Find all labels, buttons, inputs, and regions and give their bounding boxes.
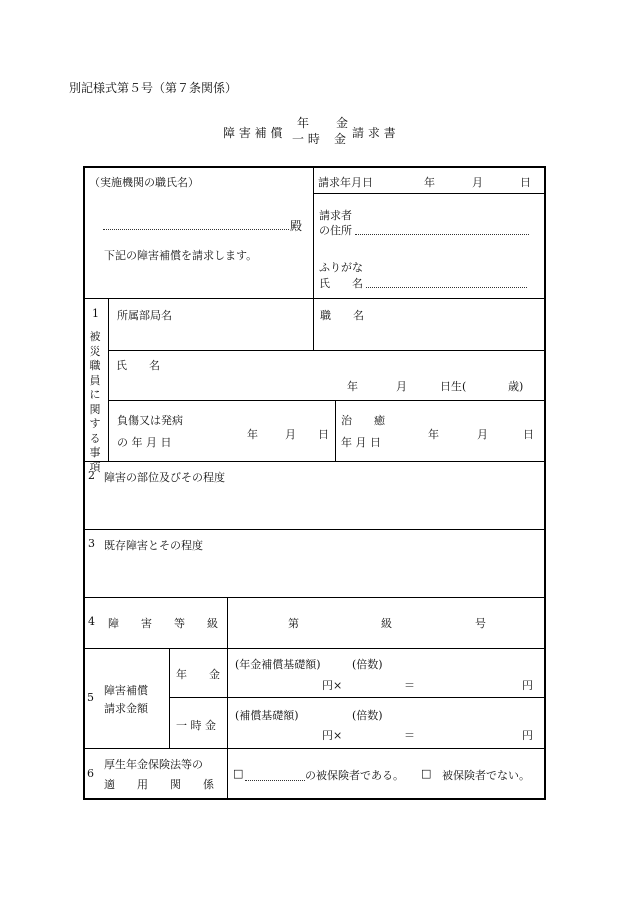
- birth-age: 歳): [508, 380, 524, 393]
- pension-label: 年 金: [176, 668, 220, 681]
- form-number: 別記様式第５号（第７条関係）: [69, 81, 238, 95]
- employee-name-label: 氏 名: [116, 359, 160, 372]
- request-month: 月: [472, 176, 483, 189]
- divider: [227, 597, 228, 800]
- title-right: 請 求 書: [352, 126, 396, 140]
- birth-month: 月: [396, 380, 407, 393]
- birth-year: 年: [347, 380, 358, 393]
- lump-yen: 円: [522, 729, 533, 742]
- position-label: 職 名: [320, 309, 364, 322]
- claimant-address-label-1: 請求者: [319, 209, 352, 222]
- section6-number: 6: [87, 767, 94, 780]
- divider: [83, 529, 546, 530]
- request-date-label: 請求年月日: [318, 176, 373, 189]
- claimant-name-label: 氏 名: [319, 277, 363, 290]
- divider: [169, 648, 170, 748]
- injury-date-label-1: 負傷又は発病: [117, 414, 183, 427]
- claimant-name-field[interactable]: [366, 287, 527, 288]
- divider: [335, 400, 336, 461]
- divider: [108, 350, 546, 351]
- injury-month: 月: [285, 428, 296, 441]
- divider: [313, 166, 314, 350]
- recovery-month: 月: [477, 428, 488, 441]
- insured-text: の被保険者である。: [305, 769, 404, 782]
- request-year: 年: [424, 176, 435, 189]
- section6-label-2: 適 用 関 係: [104, 778, 214, 791]
- claimant-address-label-2: の住所: [319, 224, 352, 237]
- section3-number: 3: [88, 537, 95, 550]
- grade-kyu: 級: [381, 617, 392, 630]
- pension-multiplier-label: (倍数): [352, 658, 383, 671]
- injury-year: 年: [247, 428, 258, 441]
- lump-yen-times: 円×: [322, 729, 343, 742]
- pension-yen: 円: [522, 679, 533, 692]
- divider: [169, 697, 546, 698]
- form-title: [0, 112, 630, 146]
- section5-label-2: 請求金額: [104, 702, 148, 715]
- institution-label: （実施機関の職氏名）: [89, 176, 199, 189]
- not-insured-text: 被保険者でない。: [442, 769, 530, 782]
- pension-yen-times: 円×: [322, 679, 343, 692]
- section1-vertical-label: 被 災 職 員 に 関 す る 事 項: [89, 330, 101, 474]
- section4-number: 4: [88, 615, 95, 628]
- request-day: 日: [520, 176, 531, 189]
- pension-basis-label: (年金補償基礎額): [235, 658, 321, 671]
- institution-name-field[interactable]: [103, 229, 289, 230]
- divider: [83, 298, 546, 299]
- grade-dai: 第: [288, 617, 299, 630]
- furigana-label: ふりがな: [319, 261, 363, 274]
- recovery-date-label-2: 年 月 日: [341, 436, 381, 449]
- department-label: 所属部局名: [117, 309, 172, 322]
- section5-number: 5: [87, 691, 94, 704]
- title-stack-bottom: 一 時: [292, 132, 320, 146]
- section4-label: 障 害 等 級: [108, 617, 218, 630]
- birth-day: 日生(: [440, 380, 467, 393]
- section5-label-1: 障害補償: [104, 684, 148, 697]
- recovery-year: 年: [428, 428, 439, 441]
- section1-number: 1: [92, 307, 99, 320]
- divider: [83, 461, 546, 462]
- title-suffix-bottom: 金: [334, 132, 347, 146]
- section2-number: 2: [88, 469, 95, 482]
- divider: [108, 400, 546, 401]
- insurance-type-field[interactable]: [245, 780, 305, 781]
- title-stack-top: 年: [297, 116, 310, 130]
- title-left: 障 害 補 償: [223, 126, 283, 140]
- lump-multiplier-label: (倍数): [352, 709, 383, 722]
- dono-text: 殿: [290, 219, 303, 233]
- section2-label: 障害の部位及びその程度: [104, 471, 225, 484]
- divider: [83, 748, 546, 749]
- recovery-date-label-1: 治 癒: [341, 414, 385, 427]
- lump-basis-label: (補償基礎額): [235, 709, 299, 722]
- divider: [83, 597, 546, 598]
- injury-date-label-2: の 年 月 日: [117, 436, 172, 449]
- lump-equals: ＝: [404, 729, 415, 742]
- section3-label: 既存障害とその程度: [104, 539, 203, 552]
- injury-day: 日: [318, 428, 329, 441]
- divider: [313, 193, 546, 194]
- insured-checkbox[interactable]: □: [233, 767, 244, 780]
- request-statement: 下記の障害補償を請求します。: [104, 249, 258, 262]
- section6-label-1: 厚生年金保険法等の: [104, 758, 203, 771]
- recovery-day: 日: [523, 428, 534, 441]
- grade-go: 号: [475, 617, 486, 630]
- not-insured-checkbox[interactable]: □: [421, 767, 432, 780]
- title-suffix-top: 金: [336, 116, 349, 130]
- divider: [83, 648, 546, 649]
- claimant-address-field[interactable]: [355, 234, 529, 235]
- divider: [108, 298, 109, 461]
- lump-sum-label: 一 時 金: [176, 719, 216, 732]
- pension-equals: ＝: [404, 679, 415, 692]
